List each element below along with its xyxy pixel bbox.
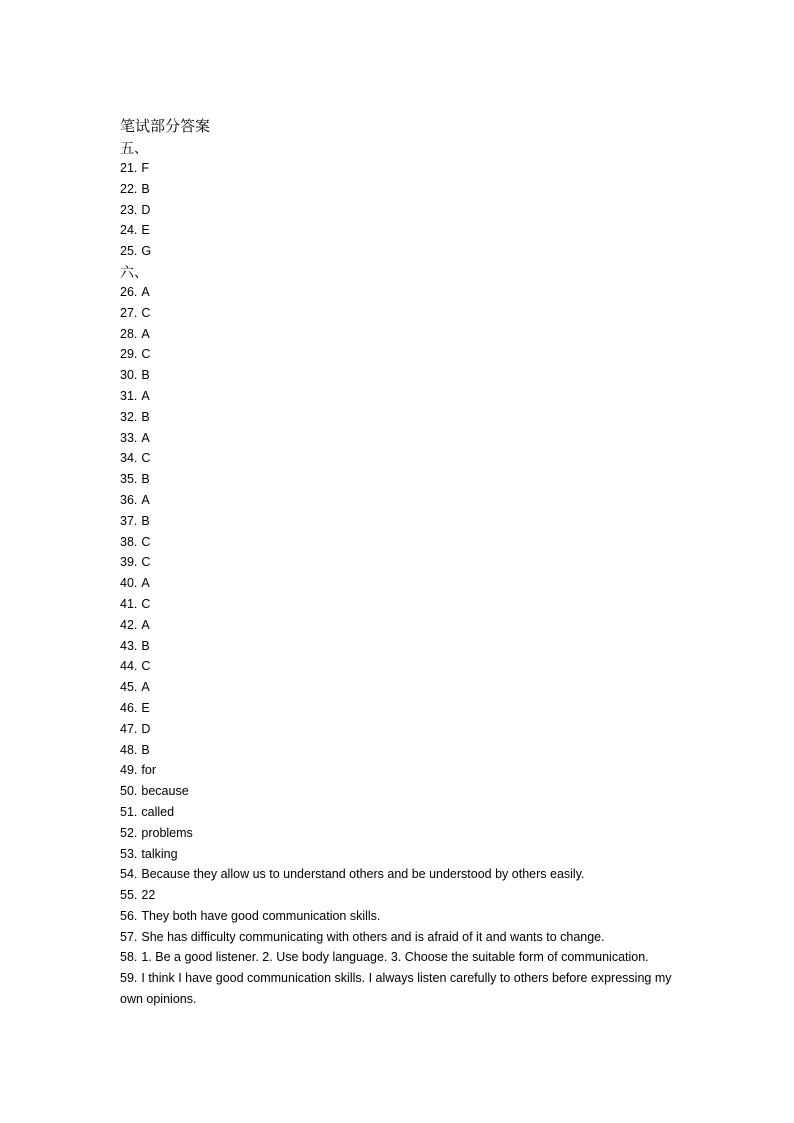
answer-number: 49. <box>120 763 138 778</box>
answer-number: 40. <box>120 576 138 591</box>
answer-item <box>120 469 690 490</box>
answer-number: 44. <box>120 659 138 674</box>
answer-item <box>120 365 690 386</box>
answer-text: I think I have good communication skills. I always listen carefully to others before expressing my own opinions. <box>120 971 672 1007</box>
answer-text: because <box>141 784 189 799</box>
answer-text: B <box>141 742 150 757</box>
answer-number: 43. <box>120 638 138 653</box>
answer-list-section-5 <box>120 158 690 262</box>
answer-number: 57. <box>120 929 138 944</box>
answer-text: B <box>141 638 150 653</box>
answer-item <box>120 864 690 885</box>
answer-item <box>120 282 690 303</box>
answer-text: F <box>141 161 150 175</box>
answer-item <box>120 200 690 221</box>
answer-text: C <box>141 555 151 570</box>
answer-text: 1. Be a good listener. 2. Use body language. 3. Choose the suitable form of communication. <box>141 950 649 965</box>
answer-number: 55. <box>120 888 138 903</box>
answer-number: 56. <box>120 908 138 923</box>
answer-text: B <box>141 409 150 424</box>
answer-text: for <box>141 763 156 778</box>
answer-list-section-6 <box>120 282 690 1010</box>
answer-text: B <box>141 472 150 487</box>
answer-text: A <box>141 388 150 403</box>
answer-item <box>120 781 690 802</box>
answer-item <box>120 844 690 865</box>
answer-number: 50. <box>120 784 138 799</box>
answer-text: B <box>141 181 150 196</box>
answer-text: called <box>141 804 175 819</box>
answer-number: 47. <box>120 721 138 736</box>
answer-number: 33. <box>120 430 138 445</box>
answer-item <box>120 760 690 781</box>
answer-text: E <box>141 223 150 238</box>
answer-number: 31. <box>120 388 138 403</box>
answer-number: 25. <box>120 244 138 259</box>
answer-item <box>120 656 690 677</box>
answer-text: A <box>141 576 150 591</box>
answer-text: 22 <box>141 888 156 903</box>
answer-number: 46. <box>120 700 138 715</box>
answer-number: 35. <box>120 472 138 487</box>
answer-text: A <box>141 430 150 445</box>
answer-item <box>120 158 690 179</box>
answer-item <box>120 885 690 906</box>
answer-item <box>120 740 690 761</box>
answer-key-content <box>120 116 690 1010</box>
answer-number: 36. <box>120 492 138 507</box>
answer-item <box>120 677 690 698</box>
section-heading-6: 六、 <box>120 263 148 280</box>
answer-number: 52. <box>120 825 138 840</box>
answer-item <box>120 407 690 428</box>
answer-item <box>120 947 690 968</box>
answer-item <box>120 448 690 469</box>
answer-number: 30. <box>120 368 138 383</box>
answer-text: B <box>141 368 150 383</box>
answer-item <box>120 511 690 532</box>
answer-number: 22. <box>120 181 138 196</box>
answer-number: 24. <box>120 223 138 238</box>
answer-text: C <box>141 659 151 674</box>
answer-number: 54. <box>120 867 138 882</box>
answer-number: 38. <box>120 534 138 549</box>
answer-number: 29. <box>120 347 138 362</box>
answer-number: 58. <box>120 950 138 965</box>
answer-number: 37. <box>120 513 138 528</box>
answer-item <box>120 428 690 449</box>
answer-item <box>120 719 690 740</box>
answer-number: 27. <box>120 305 138 320</box>
answer-item <box>120 594 690 615</box>
answer-text: talking <box>141 846 178 861</box>
answer-text: A <box>141 492 150 507</box>
answer-number: 23. <box>120 202 138 217</box>
answer-text: She has difficulty communicating with others and is afraid of it and wants to change. <box>141 929 605 944</box>
answer-number: 26. <box>120 284 138 299</box>
answer-item <box>120 573 690 594</box>
answer-text: G <box>141 244 152 259</box>
answer-item <box>120 303 690 324</box>
answer-item <box>120 532 690 553</box>
answer-text: A <box>141 680 150 695</box>
answer-number: 59. <box>120 971 138 986</box>
answer-text: E <box>141 700 150 715</box>
answer-text: B <box>141 513 150 528</box>
answer-text: Because they allow us to understand others and be understood by others easily. <box>141 867 585 882</box>
answer-number: 32. <box>120 409 138 424</box>
answer-number: 21. <box>120 161 138 175</box>
answer-number: 28. <box>120 326 138 341</box>
answer-item <box>120 386 690 407</box>
answer-number: 34. <box>120 451 138 466</box>
answer-item <box>120 968 690 1010</box>
answer-item <box>120 698 690 719</box>
answer-text: They both have good communication skills. <box>141 908 381 923</box>
answer-item <box>120 927 690 948</box>
answer-text: A <box>141 284 150 299</box>
answer-item <box>120 906 690 927</box>
answer-item <box>120 490 690 511</box>
answer-text: C <box>141 534 151 549</box>
answer-number: 48. <box>120 742 138 757</box>
answer-number: 39. <box>120 555 138 570</box>
answer-number: 51. <box>120 804 138 819</box>
answer-text: C <box>141 347 151 362</box>
answer-number: 41. <box>120 596 138 611</box>
answer-number: 53. <box>120 846 138 861</box>
answer-text: C <box>141 596 151 611</box>
answer-item <box>120 823 690 844</box>
answer-number: 45. <box>120 680 138 695</box>
answer-text: A <box>141 617 150 632</box>
answer-item <box>120 636 690 657</box>
page-title: 笔试部分答案 <box>120 118 211 135</box>
answer-text: C <box>141 305 151 320</box>
answer-item <box>120 615 690 636</box>
answer-item <box>120 802 690 823</box>
answer-text: D <box>141 721 151 736</box>
answer-item <box>120 344 690 365</box>
answer-number: 42. <box>120 617 138 632</box>
answer-item <box>120 179 690 200</box>
section-heading-5: 五、 <box>120 140 148 156</box>
answer-item <box>120 324 690 345</box>
answer-text: A <box>141 326 150 341</box>
answer-item <box>120 220 690 241</box>
answer-item <box>120 241 690 262</box>
answer-text: C <box>141 451 151 466</box>
answer-item <box>120 552 690 573</box>
answer-text: D <box>141 202 151 217</box>
answer-text: problems <box>141 825 193 840</box>
